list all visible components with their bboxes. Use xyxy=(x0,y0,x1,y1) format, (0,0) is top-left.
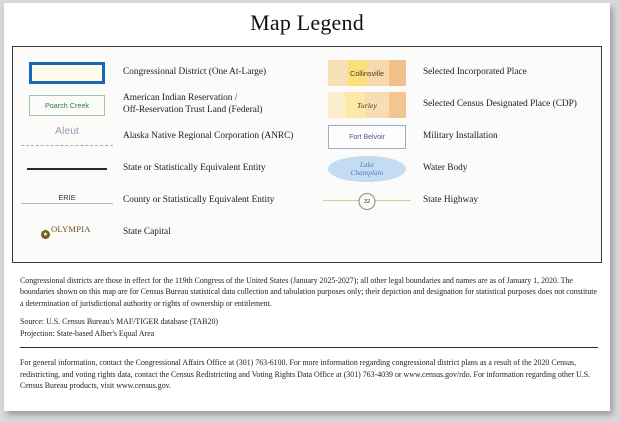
legend-item-incorporated-place xyxy=(319,57,601,89)
incorporated-place-swatch-label: Collinsville xyxy=(350,68,384,78)
anrc-dash-rule xyxy=(21,145,113,146)
legend-item-label: Alaska Native Regional Corporation (ANRC) xyxy=(123,131,294,142)
note-contact-paragraph: For general information, contact the Congressional Affairs Office at (301) 763-6100. For more information regarding congressional district plans as a result of the 2020 Census, redistricting, and voting rights data, contact the Census Redistricting and Voting Rights Data Office at (301) 763-4039 or www.census.gov/rdo. For information regarding other U.S. Census Bureau products, visit www.census.gov. xyxy=(20,358,591,391)
legend-item-water-body xyxy=(319,153,601,185)
legend-item-military-installation xyxy=(319,121,601,153)
legend-item-state-capital xyxy=(19,217,307,249)
highway-shield-number: 32 xyxy=(359,193,376,210)
notes-divider xyxy=(20,347,598,348)
cdp-swatch-icon xyxy=(319,89,415,121)
legend-item-label xyxy=(115,93,263,117)
anrc-swatch-label: Aleut xyxy=(55,125,79,137)
state-highway-shield-icon xyxy=(319,185,415,217)
water-label-line2: Champlain xyxy=(350,168,384,177)
note-projection: Projection: State-based Alber's Equal Area xyxy=(20,328,155,338)
legend-item-label: Selected Incorporated Place xyxy=(423,67,527,78)
water-body-ellipse-icon xyxy=(319,153,415,185)
county-rule xyxy=(21,203,113,204)
water-label-line1: Lake xyxy=(359,160,375,170)
legend-columns xyxy=(13,47,601,262)
incorporated-place-swatch-icon xyxy=(319,57,415,89)
legend-item-label: State or Statistically Equivalent Entity xyxy=(123,163,266,174)
legend-panel xyxy=(12,46,602,263)
legend-item-label: Selected Census Designated Place (CDP) xyxy=(423,99,577,110)
legend-item-anrc xyxy=(19,121,307,153)
legend-item-label: State Capital xyxy=(123,227,171,238)
legend-item-cdp xyxy=(319,89,601,121)
legend-item-label: Water Body xyxy=(423,163,468,174)
page-title: Map Legend xyxy=(250,10,364,35)
military-swatch-label: Fort Belvoir xyxy=(328,125,406,149)
state-capital-star-icon xyxy=(19,217,115,249)
county-swatch-label: ERIE xyxy=(48,193,86,202)
cdp-swatch-label: Turley xyxy=(357,100,377,110)
legend-item-congressional-district xyxy=(19,57,307,89)
state-boundary-line-icon xyxy=(19,153,115,185)
legend-column-right xyxy=(307,47,601,262)
legend-item-label: Military Installation xyxy=(423,131,498,142)
notes-section xyxy=(20,275,598,399)
american-indian-reservation-box-icon xyxy=(19,89,115,121)
legend-item-state-boundary xyxy=(19,153,307,185)
capital-marker-icon: ★ xyxy=(42,231,49,238)
legend-item-county-boundary xyxy=(19,185,307,217)
note-boundaries-paragraph: Congressional districts are those in effect for the 119th Congress of the United States (January 2025-2027); all other legal boundaries and names are as of January 1, 2020. The boundaries shown on this map are for Census Bureau statistical data collection and tabulation purposes only; their depiction and designation for statistical purposes does not constitute a determination of jurisdictional authority or rights of ownership or entitlement. xyxy=(20,276,597,308)
legend-column-left xyxy=(13,47,307,262)
military-installation-box-icon xyxy=(319,121,415,153)
capital-swatch-label: OLYMPIA xyxy=(51,224,91,234)
anrc-dashed-line-icon xyxy=(19,121,115,153)
legend-item-state-highway xyxy=(319,185,601,217)
legend-item-label-line1: American Indian Reservation / xyxy=(123,93,238,104)
note-source: Source: U.S. Census Bureau's MAF/TIGER database (TAB20) xyxy=(20,317,219,327)
reservation-swatch-label: Poarch Creek xyxy=(29,95,105,116)
legend-item-label-line2: Off-Reservation Trust Land (Federal) xyxy=(123,105,263,115)
legend-item-label: State Highway xyxy=(423,195,478,206)
legend-item-american-indian-reservation xyxy=(19,89,307,121)
county-boundary-line-icon xyxy=(19,185,115,217)
congressional-district-box-icon xyxy=(19,57,115,89)
legend-page xyxy=(4,3,610,411)
legend-item-label: County or Statistically Equivalent Entity xyxy=(123,195,275,206)
legend-item-label: Congressional District (One At-Large) xyxy=(123,67,267,78)
